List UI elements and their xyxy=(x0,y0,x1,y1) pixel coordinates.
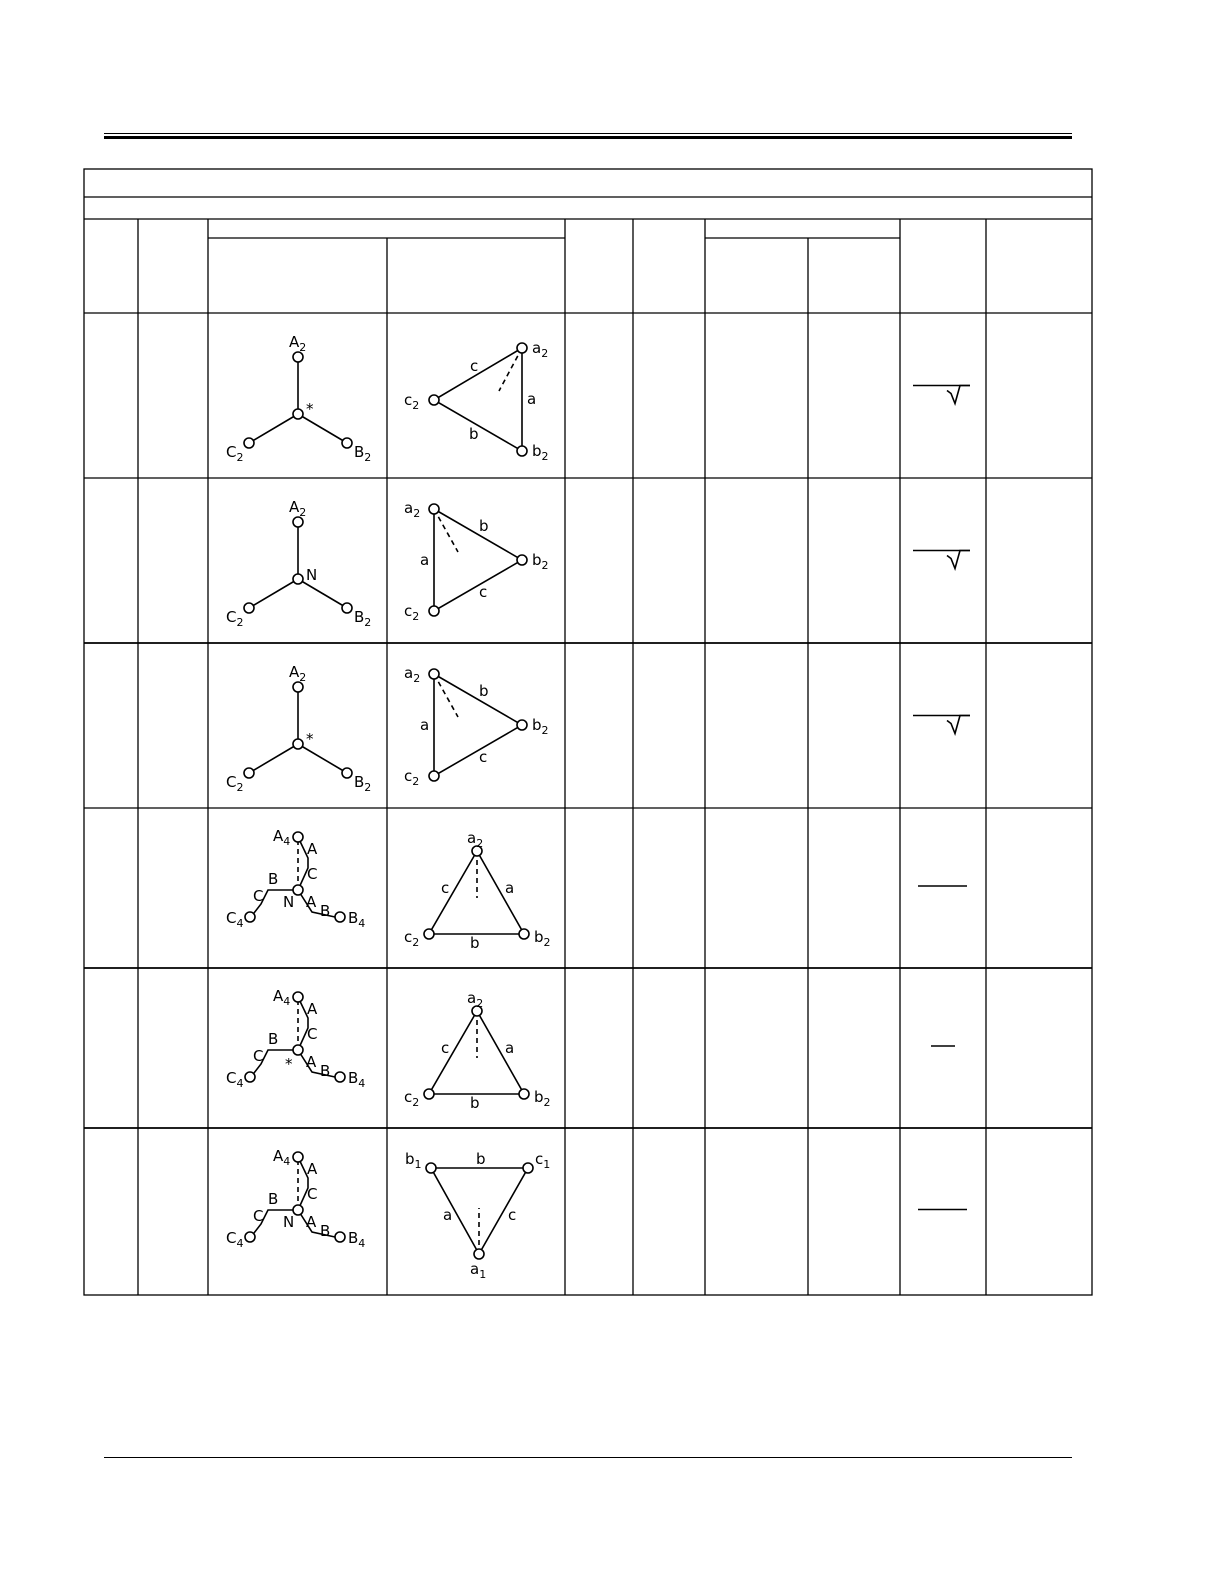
delta-winding-2-label: a xyxy=(443,1206,453,1224)
terminal-left xyxy=(244,438,254,448)
delta-terminal-1 xyxy=(426,1163,436,1173)
segment-label: B xyxy=(320,1222,331,1240)
neutral-point xyxy=(293,1045,303,1055)
neutral-point xyxy=(293,409,303,419)
neutral-label: N xyxy=(283,1213,295,1231)
delta-terminal-2 xyxy=(523,1163,533,1173)
segment-label: C xyxy=(253,1047,264,1065)
delta-terminal-2-label: $b_2$ xyxy=(532,716,549,737)
terminal-left xyxy=(245,1072,255,1082)
wye-arm-right xyxy=(298,414,347,443)
terminal-left xyxy=(245,1232,255,1242)
neutral-label: N xyxy=(283,893,295,911)
segment-label: C xyxy=(253,1207,264,1225)
segment-label: A xyxy=(307,1160,318,1178)
segment-label: B xyxy=(268,1030,279,1048)
footer-rule xyxy=(104,1457,1072,1458)
delta-terminal-3-label: $b_2$ xyxy=(532,442,549,463)
delta-terminal-2-label: $c_2$ xyxy=(404,928,420,949)
wye-arm-left xyxy=(249,744,298,773)
segment-label: A xyxy=(307,1000,318,1018)
delta-triangle xyxy=(434,509,522,611)
terminal-top-label: $A_4$ xyxy=(273,1147,291,1168)
delta-winding-3-label: c xyxy=(479,748,488,766)
delta-terminal-1-label: $a_2$ xyxy=(404,664,421,685)
terminal-left-label: $C_2$ xyxy=(226,773,244,794)
table-row xyxy=(226,333,970,464)
delta-terminal-2-label: $b_2$ xyxy=(532,551,549,572)
terminal-right-label: $B_2$ xyxy=(354,773,372,794)
delta-terminal-1-label: $a_2$ xyxy=(467,989,484,1010)
table-row xyxy=(226,827,967,952)
terminal-right xyxy=(335,912,345,922)
neutral-label: * xyxy=(285,1055,293,1073)
delta-terminal-1 xyxy=(517,343,527,353)
terminal-right xyxy=(342,768,352,778)
neutral-label: N xyxy=(306,566,318,584)
segment-label: A xyxy=(306,1213,317,1231)
formula-sqrt-sign xyxy=(947,551,970,569)
terminal-left-label: $C_2$ xyxy=(226,443,244,464)
delta-terminal-3-label: $c_2$ xyxy=(404,767,420,788)
delta-terminal-3-label: $b_2$ xyxy=(534,928,551,949)
delta-triangle xyxy=(434,674,522,776)
delta-winding-3-label: b xyxy=(470,934,480,952)
neutral-label: * xyxy=(306,400,314,418)
delta-winding-2-label: a xyxy=(505,1039,515,1057)
delta-terminal-1-label: $a_2$ xyxy=(404,499,421,520)
segment-label: C xyxy=(307,1025,318,1043)
delta-terminal-1-label: $b_1$ xyxy=(405,1150,422,1171)
terminal-right-label: $B_4$ xyxy=(348,1229,366,1250)
delta-terminal-2 xyxy=(517,720,527,730)
terminal-left-label: $C_2$ xyxy=(226,608,244,629)
segment-label: B xyxy=(268,1190,279,1208)
terminal-top xyxy=(293,1152,303,1162)
terminal-top-label: $A_2$ xyxy=(289,333,307,354)
wye-arm-left xyxy=(249,414,298,443)
delta-winding-1-label: c xyxy=(441,1039,450,1057)
terminal-left-label: $C_4$ xyxy=(226,1069,244,1090)
delta-terminal-3 xyxy=(517,446,527,456)
neutral-point xyxy=(293,739,303,749)
terminal-left xyxy=(244,603,254,613)
table-grid-lines xyxy=(84,169,1092,1295)
delta-terminal-3-label: $b_2$ xyxy=(534,1088,551,1109)
formula-sqrt-sign xyxy=(947,716,970,734)
formula-sqrt-sign xyxy=(947,386,970,404)
terminal-right xyxy=(335,1072,345,1082)
delta-winding-3-label: b xyxy=(469,425,479,443)
neutral-point xyxy=(293,574,303,584)
delta-winding-2-label: a xyxy=(420,551,430,569)
segment-label: B xyxy=(320,1062,331,1080)
segment-label: A xyxy=(306,893,317,911)
delta-winding-1-label: c xyxy=(441,879,450,897)
wye-arm-right xyxy=(298,744,347,773)
terminal-right-label: $B_2$ xyxy=(354,443,372,464)
segment-label: C xyxy=(307,865,318,883)
terminal-top-label: $A_2$ xyxy=(289,663,307,684)
terminal-right xyxy=(342,603,352,613)
delta-terminal-1-label: $a_2$ xyxy=(532,339,549,360)
neutral-label: * xyxy=(306,730,314,748)
delta-terminal-3 xyxy=(474,1249,484,1259)
segment-label: A xyxy=(306,1053,317,1071)
table-row xyxy=(226,498,970,629)
table-row xyxy=(226,1147,967,1281)
terminal-left-label: $C_4$ xyxy=(226,1229,244,1250)
segment-label: B xyxy=(268,870,279,888)
segment-label: A xyxy=(307,840,318,858)
terminal-top-label: $A_4$ xyxy=(273,827,291,848)
terminal-top xyxy=(293,992,303,1002)
delta-winding-1-label: c xyxy=(470,357,479,375)
table-row xyxy=(226,987,955,1112)
delta-terminal-2-label: $c_2$ xyxy=(404,391,420,412)
delta-terminal-3 xyxy=(519,929,529,939)
delta-terminal-3 xyxy=(519,1089,529,1099)
delta-terminal-3 xyxy=(429,606,439,616)
delta-winding-3-label: b xyxy=(470,1094,480,1112)
terminal-right-label: $B_2$ xyxy=(354,608,372,629)
delta-winding-3-label: c xyxy=(479,583,488,601)
delta-winding-2-label: a xyxy=(420,716,430,734)
segment-label: C xyxy=(307,1185,318,1203)
terminal-top-label: $A_4$ xyxy=(273,987,291,1008)
delta-terminal-1 xyxy=(429,504,439,514)
delta-terminal-1 xyxy=(429,669,439,679)
terminal-right xyxy=(342,438,352,448)
delta-winding-3-label: c xyxy=(508,1206,517,1224)
terminal-top xyxy=(293,832,303,842)
delta-winding-2-label: a xyxy=(505,879,515,897)
segment-label: C xyxy=(253,887,264,905)
delta-terminal-3-label: $a_1$ xyxy=(470,1260,487,1281)
terminal-right-label: $B_4$ xyxy=(348,909,366,930)
delta-winding-1-label: b xyxy=(479,682,489,700)
terminal-left xyxy=(244,768,254,778)
delta-winding-2-label: a xyxy=(527,390,537,408)
delta-terminal-3 xyxy=(429,771,439,781)
delta-terminal-1-label: $a_2$ xyxy=(467,829,484,850)
terminal-left xyxy=(245,912,255,922)
delta-terminal-2 xyxy=(429,395,439,405)
delta-terminal-2 xyxy=(424,1089,434,1099)
delta-terminal-2 xyxy=(424,929,434,939)
terminal-right xyxy=(335,1232,345,1242)
delta-winding-1-label: b xyxy=(479,517,489,535)
terminal-right-label: $B_4$ xyxy=(348,1069,366,1090)
neutral-point xyxy=(293,1205,303,1215)
wye-arm-left xyxy=(249,579,298,608)
delta-terminal-2-label: $c_1$ xyxy=(535,1150,551,1171)
delta-winding-1-label: b xyxy=(476,1150,486,1168)
neutral-point xyxy=(293,885,303,895)
terminal-left-label: $C_4$ xyxy=(226,909,244,930)
terminal-top-label: $A_2$ xyxy=(289,498,307,519)
delta-terminal-2-label: $c_2$ xyxy=(404,1088,420,1109)
delta-terminal-3-label: $c_2$ xyxy=(404,602,420,623)
segment-label: B xyxy=(320,902,331,920)
table-row xyxy=(226,663,970,794)
delta-terminal-2 xyxy=(517,555,527,565)
